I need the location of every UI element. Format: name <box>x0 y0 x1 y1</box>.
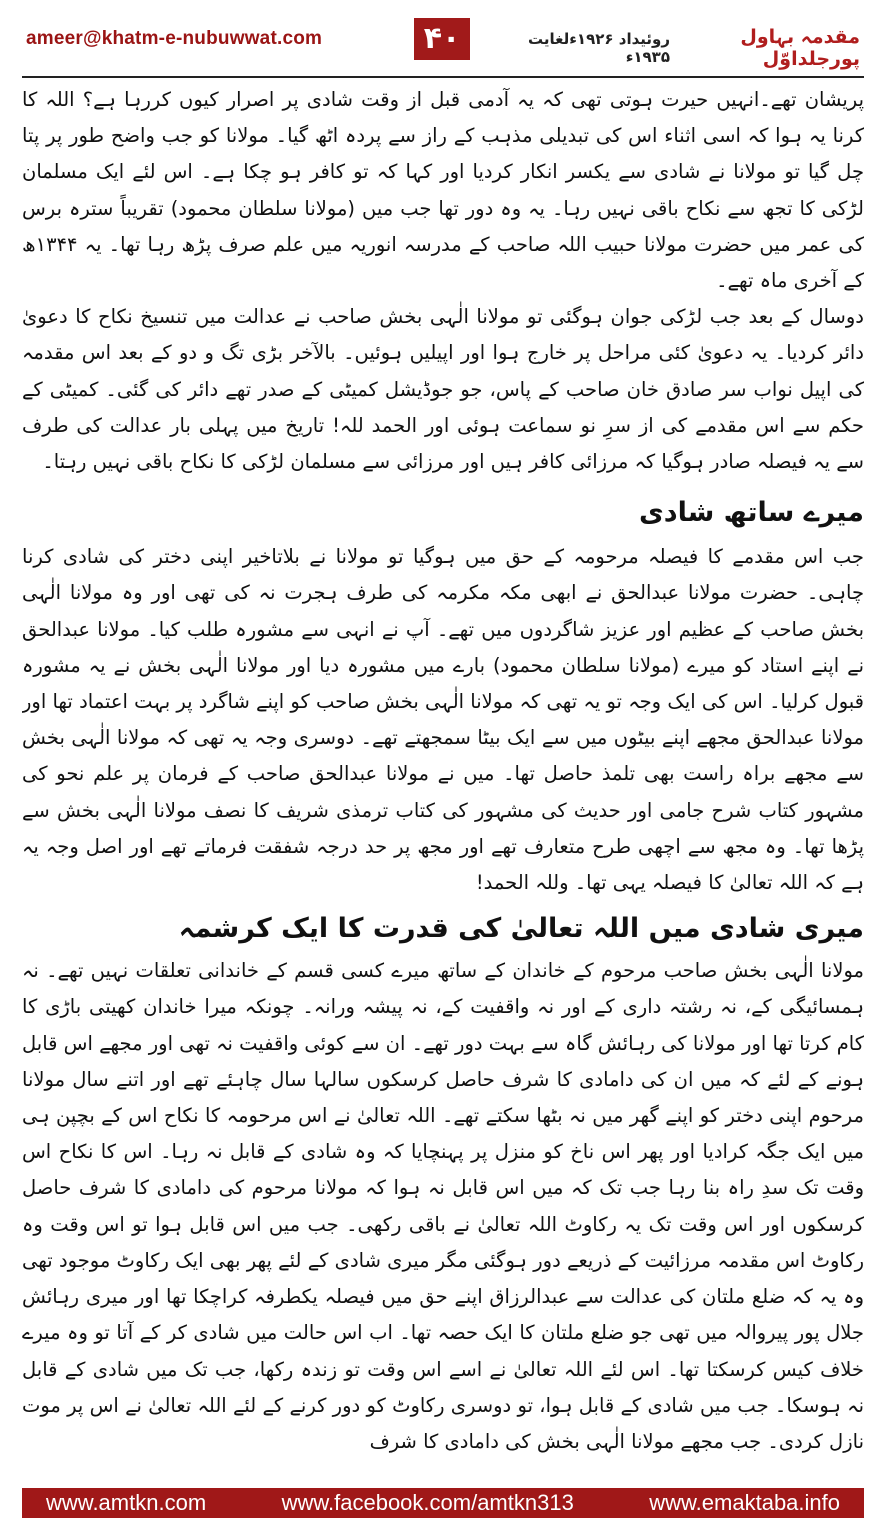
footer-link-facebook[interactable]: www.facebook.com/amtkn313 <box>281 1490 574 1515</box>
paragraph-1: پریشان تھے۔انہیں حیرت ہوتی تھی کہ یہ آدمی قبل از وقت شادی پر اصرار کیوں کررہا ہے؟ اللہ کا کرنا یہ ہوا کہ اسی اثناء اس کی تبدیلی مذہب کے راز سے پردہ اٹھ گیا۔ مولانا کو جب واضح طور پر پتا چل گیا تو مولانا نے شادی سے یکسر انکار کردیا اور کہا کہ تو کافر ہو چکا ہے۔ اس لئے ایک مسلمان لڑکی کا تجھ سے نکاح باقی نہیں رہا۔ یہ وہ دور تھا جب میں (مولانا سلطان محمود) تقریباً سترہ برس کی عمر میں حضرت مولانا حبیب اللہ صاحب کے مدرسہ انوریہ میں علم صرف پڑھ رہا تھا۔ یہ ۱۳۴۴ھ کے آخری ماہ تھے۔ <box>22 88 864 293</box>
page-number: ۴۰ <box>414 18 470 60</box>
page-header <box>0 0 881 80</box>
paragraph-2: دوسال کے بعد جب لڑکی جوان ہوگئی تو مولانا الٰہی بخش صاحب نے عدالت میں تنسیخ نکاح کا دعویٰ دائر کردیا۔ یہ دعویٰ کئی مراحل پر خارج ہوا اور اپیلیں ہوئیں۔ بالآخر بڑی تگ و دو کے بعد اس مقدمہ کی اپیل نواب سر صادق خان صاحب کے پاس، جو جوڈیشل کمیٹی کے صدر تھے دائر کی گئی۔ کمیٹی کے حکم سے اس مقدمے کی از سرِ نو سماعت ہوئی اور الحمد للہ! تاریخ میں پہلی بار عدالت کی طرف سے یہ فیصلہ صادر ہوگیا کہ مرزائی کافر ہیں اور مرزائی سے مسلمان لڑکی کا نکاح باقی نہیں رہتا۔ <box>22 305 864 474</box>
paragraph-4: مولانا الٰہی بخش صاحب مرحوم کے خاندان کے ساتھ میرے کسی قسم کے خاندانی تعلقات نہیں تھے۔ نہ ہمسائیگی کے، نہ رشتہ داری کے اور نہ واقفیت کے، نہ پیشہ ورانہ۔ چونکہ میرا خاندان کھیتی باڑی کا کام کرتا تھا اور مولانا کی رہائش گاہ سے بہت دور تھے۔ ان سے کوئی واقفیت نہ تھی اور مجھے اس قابل ہونے کے لئے کہ میں ان کی دامادی کا شرف حاصل کرسکوں سالہا سال چاہئے تھے اور اتنے سال مولانا مرحوم اپنی دختر کو اپنے گھر میں نہ بٹھا سکتے تھے۔ اللہ تعالیٰ نے اس مرحومہ کا نکاح اس کے بچپن ہی میں ایک جگہ کرادیا اور پھر اس ناخ کو منزل پر پہنچایا کہ وہ شادی کے قابل نہ رہا۔ اس کا نکاح اس وقت تک سدِ راہ بنا رہا جب تک کہ میں اس قابل نہ ہوا کہ مولانا مرحوم کی دامادی کا شرف حاصل کرسکوں اور اس وقت تک یہ رکاوٹ اللہ تعالیٰ نے باقی رکھی۔ جب میں اس قابل ہوا تو اس وقت وہ رکاوٹ اس مقدمہ مرزائیت کے ذریعے دور ہوگئی مگر میری شادی کے لئے پھر بھی ایک رکاوٹ موجود تھی وہ یہ کہ ضلع ملتان کی عدالت سے عبدالرزاق اپنے حق میں فیصلہ یکطرفہ کراچکا تھا اور میری رہائش جلال پور پیروالہ میں تھی جو ضلع ملتان کا ایک حصہ تھا۔ اب اس حالت میں شادی کر کے آتا تو وہ میرے خلاف کیس کرسکتا تھا۔ اس لئے اللہ تعالیٰ نے اسے اس وقت تو زندہ رکھا، جب تک میں شادی کے قابل نہ ہوسکا۔ جب میں شادی کے قابل ہوا، تو دوسری رکاوٹ کو دور کرنے کے لئے اللہ تعالیٰ نے اس پر موت نازل کردی۔ جب مجھے مولانا الٰہی بخش کی دامادی کا شرف <box>22 959 864 1453</box>
page-content <box>22 82 864 1477</box>
paragraph-3: جب اس مقدمے کا فیصلہ مرحومہ کے حق میں ہوگیا تو مولانا نے بلاتاخیر اپنی دختر کی شادی کرنا چاہی۔ حضرت مولانا عبدالحق نے ابھی مکہ مکرمہ کی طرف ہجرت نہ کی تھی اور وہ مولانا الٰہی بخش صاحب کے عظیم اور عزیز شاگردوں میں تھے۔ آپ نے انہی سے مشورہ طلب کیا۔ مولانا عبدالحق نے اپنے استاد کو میرے (مولانا سلطان محمود) بارے میں مشورہ دیا اور مولانا الٰہی بخش نے یہ مشورہ قبول کرلیا۔ اس کی ایک وجہ تو یہ تھی کہ مولانا الٰہی بخش صاحب کو اپنے شاگرد پر بہت اعتماد تھا اور مولانا عبدالحق مجھے اپنے بیٹوں میں سے ایک بیٹا سمجھتے تھے۔ دوسری وجہ یہ تھی کہ مولانا الٰہی بخش سے مجھے براہ راست بھی تلمذ حاصل تھا۔ میں نے مولانا عبدالحق صاحب کے فرمان پر علم نحو کی مشہور کتاب شرح جامی اور حدیث کی مشہور کی کتاب ترمذی شریف کا نصف مولانا الٰہی بخش سے پڑھا تھا۔ وہ مجھ سے اچھی طرح متعارف تھے اور مجھ پر حد درجہ شفقت فرماتے تھے اور اصل وجہ یہ ہے کہ اللہ تعالیٰ کا فیصلہ یہی تھا۔ وللہ الحمد! <box>22 545 864 895</box>
footer-link-emaktaba[interactable]: www.emaktaba.info <box>649 1490 840 1515</box>
header-email[interactable]: ameer@khatm-e-nubuwwat.com <box>26 28 323 49</box>
section-heading-marriage: میرے ساتھ شادی <box>638 497 864 529</box>
footer-link-amtkn[interactable]: www.amtkn.com <box>46 1490 207 1515</box>
header-divider <box>22 76 864 78</box>
header-year-range: روئیداد ۱۹۲۶ءلغایت ۱۹۳۵ء <box>528 30 670 66</box>
footer-bar <box>22 1488 864 1518</box>
book-title: مقدمہ بہاول پورجلداوّل <box>740 26 860 70</box>
section-heading-miracle: میری شادی میں اللہ تعالیٰ کی قدرت کا ایک کرشمہ <box>178 913 864 945</box>
